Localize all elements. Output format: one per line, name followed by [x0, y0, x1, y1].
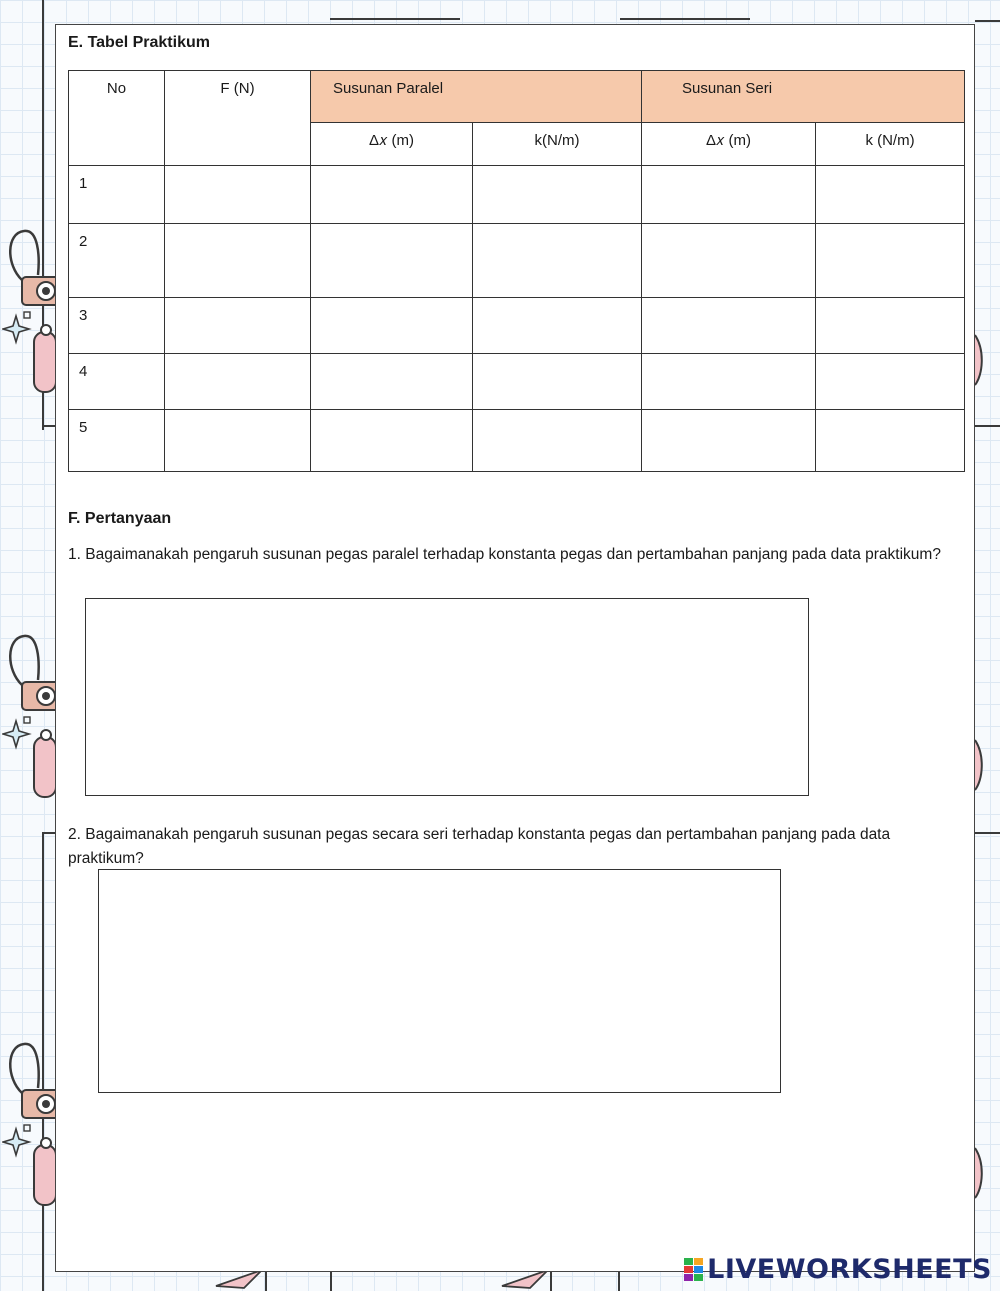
input-dx-series-cell[interactable] — [642, 410, 816, 472]
practicum-table — [68, 70, 965, 472]
frame-line — [330, 18, 460, 20]
frame-line — [620, 18, 750, 20]
table-row — [69, 224, 965, 298]
camera-icon — [30, 727, 58, 799]
header-series: Susunan Seri — [642, 71, 965, 123]
camera-icon — [4, 1038, 60, 1123]
camera-icon — [4, 225, 60, 310]
input-k-series-cell[interactable] — [816, 354, 965, 410]
camera-icon — [4, 630, 60, 715]
header-force: F (N) — [165, 71, 311, 166]
table-row — [69, 166, 965, 224]
input-force-cell[interactable] — [165, 298, 311, 354]
frame-line — [42, 425, 56, 427]
frame-line — [975, 425, 1000, 427]
frame-line — [975, 832, 1000, 834]
input-dx-series-cell[interactable] — [642, 166, 816, 224]
table-row — [69, 410, 965, 472]
table-row — [69, 298, 965, 354]
liveworksheets-logo — [684, 1254, 992, 1285]
camera-icon — [30, 1135, 58, 1207]
input-k-parallel-cell[interactable] — [473, 224, 642, 298]
input-k-parallel-cell[interactable] — [473, 354, 642, 410]
frame-line — [975, 20, 1000, 22]
paper-plane-icon — [975, 330, 1000, 390]
header-dx-series: Δ𝑥 (m) — [642, 123, 816, 166]
input-force-cell[interactable] — [165, 224, 311, 298]
section-f-title: F. Pertanyaan — [68, 510, 172, 527]
header-no: No — [69, 71, 165, 166]
frame-line — [265, 1272, 267, 1291]
frame-line — [42, 832, 56, 834]
worksheet-page — [55, 24, 975, 1272]
input-k-parallel-cell[interactable] — [473, 166, 642, 224]
paper-plane-icon — [975, 735, 1000, 795]
frame-line — [550, 1272, 552, 1291]
frame-line — [42, 1240, 44, 1291]
logo-text: LIVEWORKSHEETS — [707, 1254, 992, 1285]
input-dx-series-cell[interactable] — [642, 354, 816, 410]
table-row — [69, 354, 965, 410]
row-number: 1 — [69, 166, 165, 224]
section-e-title: E. Tabel Praktikum — [68, 34, 210, 51]
row-number: 3 — [69, 298, 165, 354]
frame-line — [330, 1272, 332, 1291]
input-k-series-cell[interactable] — [816, 224, 965, 298]
input-dx-series-cell[interactable] — [642, 224, 816, 298]
header-k-parallel: k(N/m) — [473, 123, 642, 166]
input-dx-series-cell[interactable] — [642, 298, 816, 354]
logo-mark-icon — [684, 1258, 703, 1281]
row-number: 4 — [69, 354, 165, 410]
header-dx-parallel: Δ𝑥 (m) — [311, 123, 473, 166]
answer-box-2[interactable] — [98, 869, 781, 1093]
input-k-parallel-cell[interactable] — [473, 298, 642, 354]
input-dx-parallel-cell[interactable] — [311, 354, 473, 410]
row-number: 5 — [69, 410, 165, 472]
answer-box-1[interactable] — [85, 598, 809, 796]
input-dx-parallel-cell[interactable] — [311, 224, 473, 298]
question-2: 2. Bagaimanakah pengaruh susunan pegas secara seri terhadap konstanta pegas dan pertambahan panjang pada data praktikum? — [68, 826, 891, 867]
input-force-cell[interactable] — [165, 354, 311, 410]
input-k-series-cell[interactable] — [816, 298, 965, 354]
input-k-series-cell[interactable] — [816, 166, 965, 224]
header-parallel: Susunan Paralel — [311, 71, 642, 123]
input-force-cell[interactable] — [165, 166, 311, 224]
input-dx-parallel-cell[interactable] — [311, 298, 473, 354]
input-dx-parallel-cell[interactable] — [311, 410, 473, 472]
input-k-series-cell[interactable] — [816, 410, 965, 472]
input-force-cell[interactable] — [165, 410, 311, 472]
row-number: 2 — [69, 224, 165, 298]
input-k-parallel-cell[interactable] — [473, 410, 642, 472]
frame-line — [618, 1272, 620, 1291]
paper-plane-icon — [975, 1143, 1000, 1203]
question-1: 1. Bagaimanakah pengaruh susunan pegas paralel terhadap konstanta pegas dan pertambahan panjang pada data praktikum? — [68, 546, 941, 563]
header-k-series: k (N/m) — [816, 123, 965, 166]
input-dx-parallel-cell[interactable] — [311, 166, 473, 224]
camera-icon — [30, 322, 58, 394]
